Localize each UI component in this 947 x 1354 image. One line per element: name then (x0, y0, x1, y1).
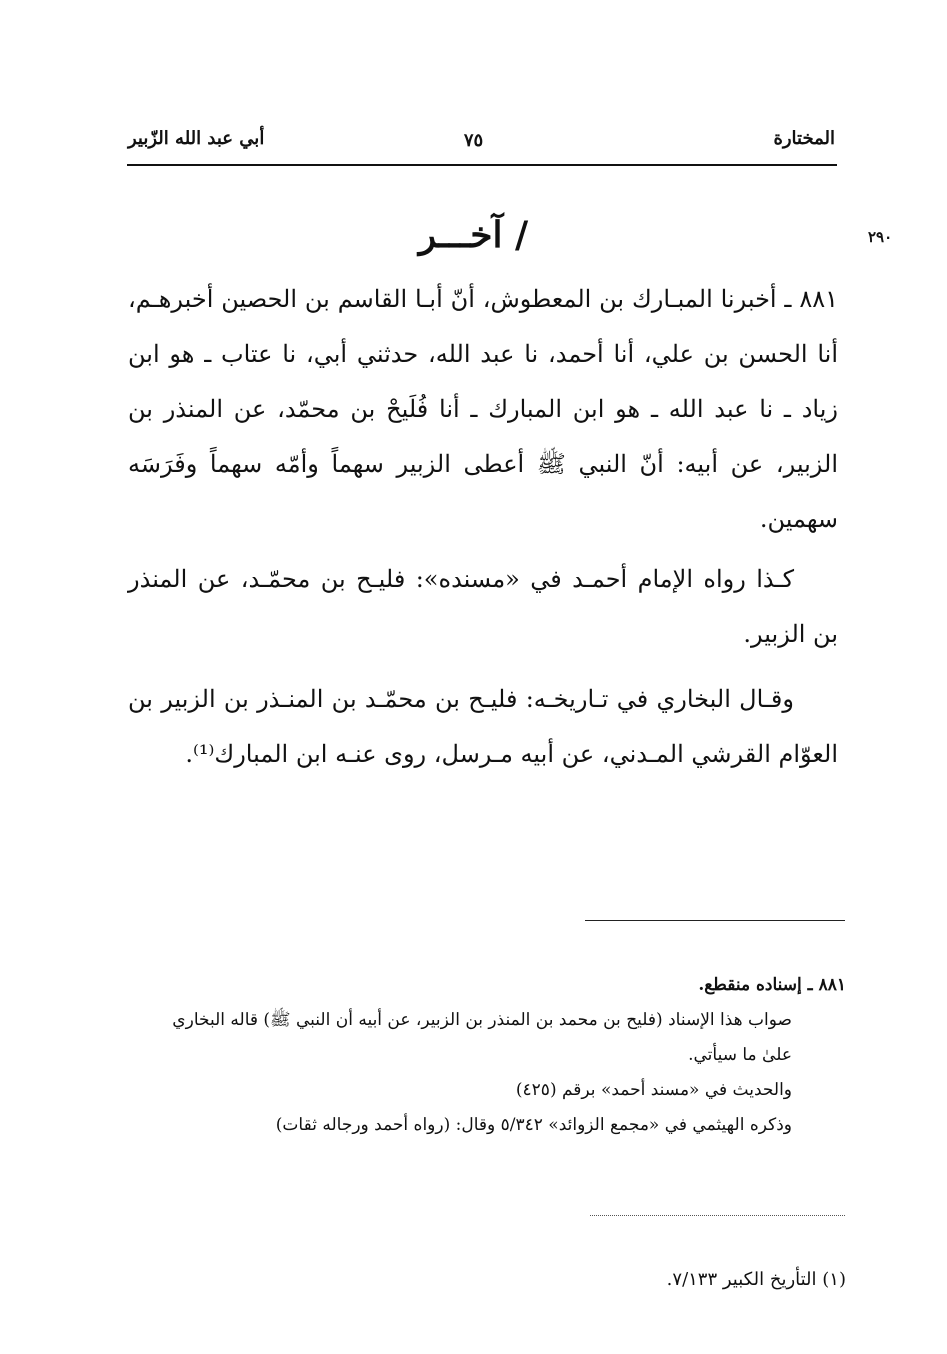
page-number: ٧٥ (463, 130, 484, 151)
note-line: وذكره الهيثمي في «مجمع الزوائد» ٥/٣٤٢ وقال: (رواه أحمد ورجاله ثقات) (275, 1115, 792, 1135)
commentary-paragraph: كـذا رواه الإمام أحمـد في «مسنده»: فليـح بن محمّـد، عن المنذر بن الزبير. (128, 565, 838, 648)
footnote-separator (590, 1215, 845, 1216)
running-header-book-title: المختارة (773, 128, 835, 149)
margin-reference-number: ٢٩٠ (868, 228, 893, 246)
footnote: (١) التأريخ الكبير ٧/١٣٣. (666, 1269, 846, 1290)
note-line: صواب هذا الإسناد (فليح بن محمد بن المنذر بن الزبير، عن أبيه أن النبي ﷺ) قاله البخاري علىٰ ما سيأتي. (172, 1010, 792, 1065)
hadith-paragraph: ٨٨١ ـ أخبرنا المبـارك بن المعطوش، أنّ أبـا القاسم بن الحصين أخبرهـم، أنا الحسن بن علي، أنا أحمد، نا عبد الله، حدثني أبي، نا عتاب ـ هو ابن زياد ـ نا عبد الله ـ هو ابن المبارك ـ أنا فُلَيحْ بن محمّد، عن المنذر بن الزبير، عن أبيه: أنّ النبي ﷺ أعطى الزبير سهماً وأمّه سهماً وفَرَسَه سهمين. (128, 285, 839, 533)
editor-notes (140, 968, 846, 1143)
note-line: والحديث في «مسند أحمد» برقم (٤٢٥) (515, 1080, 792, 1100)
note-heading: ٨٨١ ـ إسناده منقطع. (698, 975, 846, 995)
header-rule (127, 164, 837, 166)
commentary-paragraph: وقـال البخاري في تـاريخـه: فليـح بن محمّـد بن المنـذر بن الزبير بن العوّام القرشي المـدني، عن أبيه مـرسل، روى عنـه ابن المبارك⁽¹⁾. (128, 685, 838, 768)
notes-separator (585, 920, 845, 921)
running-header-chapter-title: أبي عبد الله الزّبير (128, 128, 265, 149)
section-title: / آخـــر (418, 214, 529, 256)
